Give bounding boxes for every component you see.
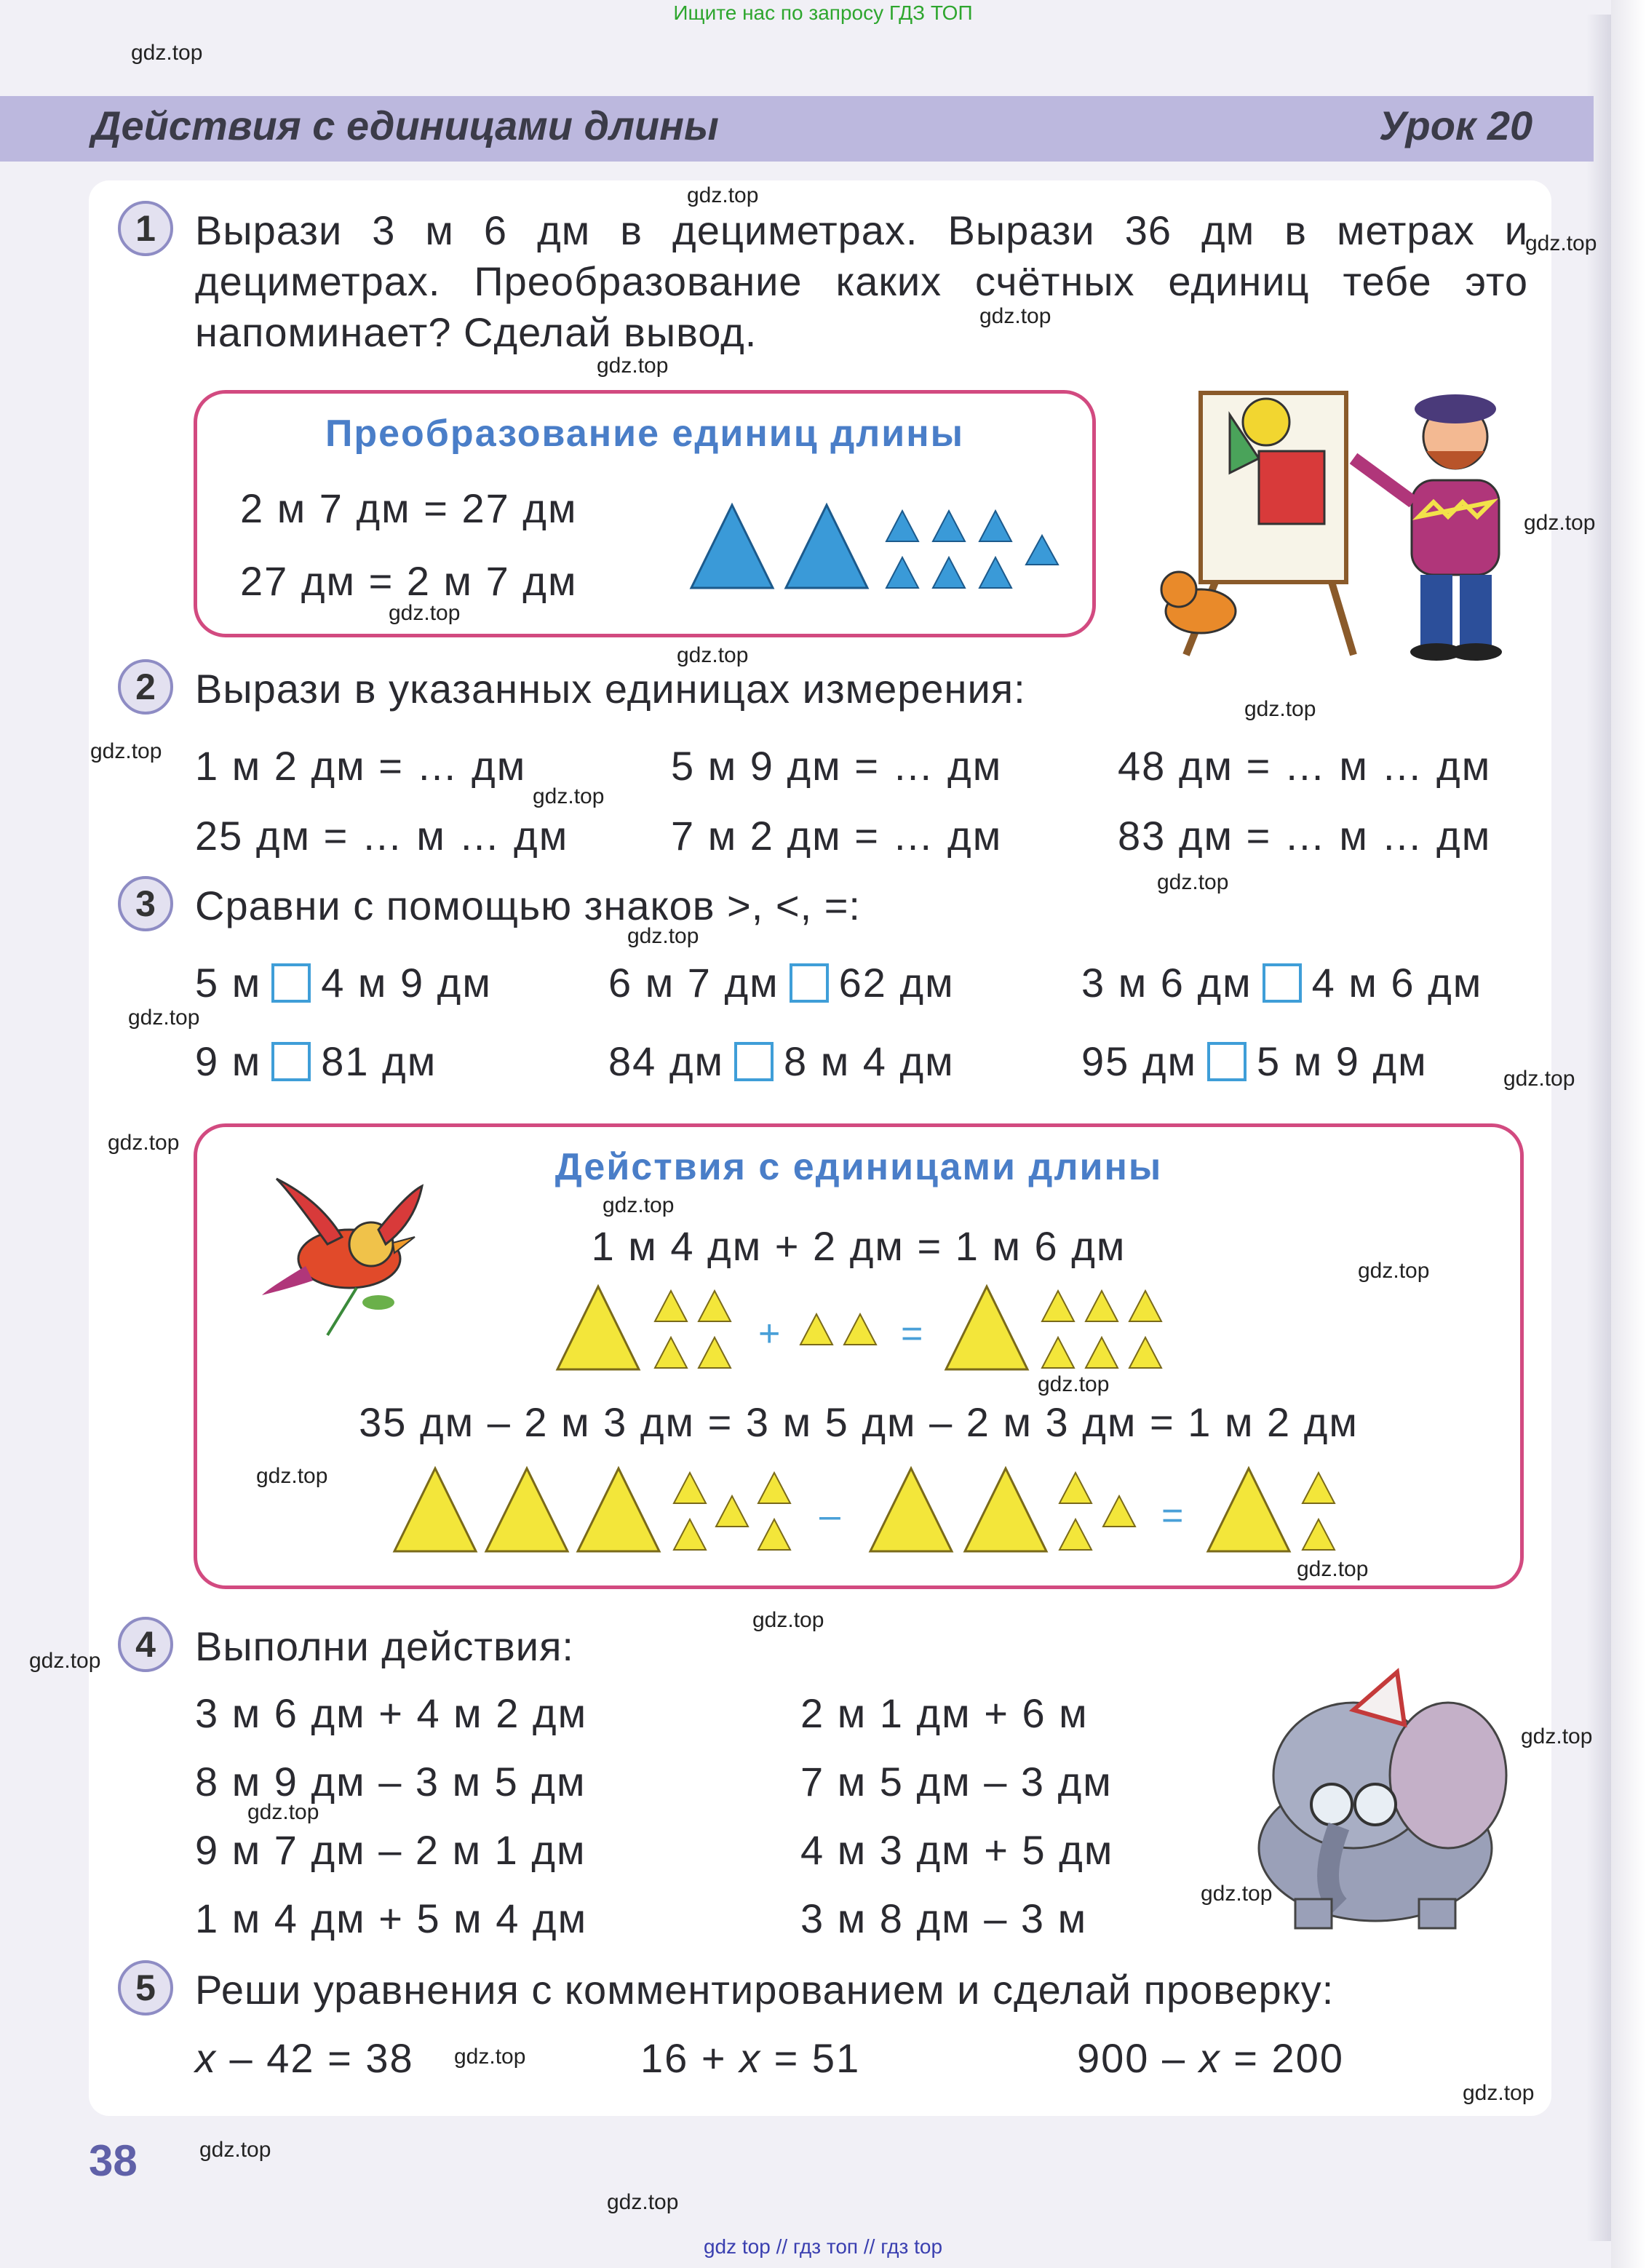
watermark: gdz.top xyxy=(1244,697,1316,721)
task-2-item: 25 дм = … м … дм xyxy=(195,813,569,859)
watermark: gdz.top xyxy=(90,739,162,763)
equation-variable: x xyxy=(1198,2035,1221,2081)
watermark: gdz.top xyxy=(1463,2081,1535,2105)
task-4-number: 4 xyxy=(118,1617,173,1672)
comparison-answer-box[interactable] xyxy=(790,963,829,1003)
compare-item: 9 м 81 дм xyxy=(195,1038,437,1084)
task-2-item: 5 м 9 дм = … дм xyxy=(671,743,1003,789)
task-2-title: Вырази в указанных единицах измерения: xyxy=(195,666,1026,712)
small-blue-triangle xyxy=(886,557,918,588)
small-blue-triangle xyxy=(933,511,965,541)
rule-box-actions-title: Действия с единицами длины xyxy=(554,1146,1163,1188)
compare-item: 3 м 6 дм 4 м 6 дм xyxy=(1081,960,1483,1006)
equation-variable: x xyxy=(195,2035,217,2081)
actions-example-1: 1 м 4 дм + 2 дм = 1 м 6 дм xyxy=(591,1223,1126,1269)
watermark: gdz.top xyxy=(979,304,1051,328)
task-4-title: Выполни действия: xyxy=(195,1623,574,1669)
minus-sign: – xyxy=(819,1495,840,1537)
big-blue-triangle xyxy=(786,505,867,588)
compare-item: 6 м 7 дм 62 дм xyxy=(608,960,955,1006)
task-4-item: 3 м 8 дм – 3 м xyxy=(800,1895,1088,1941)
compare-item: 5 м 4 м 9 дм xyxy=(195,960,492,1006)
page-edge xyxy=(1611,0,1646,2268)
task-1-line: Вырази 3 м 6 дм в дециметрах. Вырази 36 дм в метрах и xyxy=(195,207,1528,253)
task-4-item: 7 м 5 дм – 3 дм xyxy=(800,1759,1113,1805)
equation-variable: x xyxy=(739,2035,762,2081)
rule-box-conversion-title: Преобразование единиц длины xyxy=(325,413,965,455)
task-1-line: дециметрах. Преобразование каких счётных единиц тебе это xyxy=(195,258,1528,304)
bird-illustration xyxy=(262,1164,429,1339)
watermark: gdz.top xyxy=(1524,511,1596,535)
task-1-number: 1 xyxy=(118,201,173,256)
conversion-example-2: 27 дм = 2 м 7 дм xyxy=(240,558,578,604)
task-2-number: 2 xyxy=(118,659,173,715)
small-blue-triangle xyxy=(886,511,918,541)
watermark: gdz.top xyxy=(1038,1372,1110,1396)
watermark: gdz.top xyxy=(1201,1882,1273,1906)
watermark: gdz.top xyxy=(131,41,203,65)
actions-example-2: 35 дм – 2 м 3 дм = 3 м 5 дм – 2 м 3 дм = 1 м 2 дм xyxy=(359,1399,1359,1445)
task-4-item: 2 м 1 дм + 6 м xyxy=(800,1690,1089,1736)
watermark: gdz.top xyxy=(29,1649,101,1673)
watermark: gdz.top xyxy=(752,1608,824,1632)
watermark: gdz.top xyxy=(1297,1557,1369,1581)
comparison-answer-box[interactable] xyxy=(734,1042,774,1081)
watermark: gdz.top xyxy=(128,1006,200,1030)
compare-item: 95 дм 5 м 9 дм xyxy=(1081,1038,1428,1084)
watermark: gdz.top xyxy=(627,924,699,948)
watermark: gdz.top xyxy=(389,601,461,625)
watermark: gdz.top xyxy=(1525,231,1597,255)
watermark: gdz.top xyxy=(1157,870,1229,894)
watermark: gdz.top xyxy=(607,2190,679,2214)
small-blue-triangle xyxy=(979,511,1011,541)
task-4-item: 3 м 6 дм + 4 м 2 дм xyxy=(195,1690,588,1736)
task-3-title: Сравни с помощью знаков >, <, =: xyxy=(195,883,861,928)
plus-sign: + xyxy=(758,1313,781,1355)
watermark: gdz.top xyxy=(677,643,749,667)
equals-sign: = xyxy=(1161,1495,1184,1537)
blue-triangles-illustration xyxy=(684,495,1062,597)
elephant-illustration xyxy=(1230,1666,1528,1935)
watermark: gdz.top xyxy=(597,354,669,378)
binding-shadow xyxy=(1586,15,1611,2241)
watermark: gdz.top xyxy=(256,1464,328,1488)
small-blue-triangle xyxy=(1026,536,1058,565)
lesson-number: Урок 20 xyxy=(1379,103,1533,148)
watermark: gdz.top xyxy=(247,1800,319,1824)
equals-sign: = xyxy=(901,1313,923,1355)
task-5-title: Реши уравнения с комментированием и сделай проверку: xyxy=(195,1967,1335,2013)
watermark: gdz.top xyxy=(1503,1067,1575,1091)
yellow-triangles-addition xyxy=(553,1281,1193,1375)
task-4-item: 9 м 7 дм – 2 м 1 дм xyxy=(195,1827,587,1873)
watermark: gdz.top xyxy=(1521,1724,1593,1748)
big-blue-triangle xyxy=(691,505,773,588)
watermark: gdz.top xyxy=(603,1193,675,1217)
comparison-answer-box[interactable] xyxy=(1263,963,1302,1003)
watermark: gdz.top xyxy=(1358,1259,1430,1283)
task-4-item: 1 м 4 дм + 5 м 4 дм xyxy=(195,1895,588,1941)
bottom-note[interactable]: gdz top // гдз топ // гдз top xyxy=(703,2235,943,2258)
task-2-item: 83 дм = … м … дм xyxy=(1118,813,1492,859)
equation: x – 42 = 38 xyxy=(195,2035,414,2081)
equation: 900 – x = 200 xyxy=(1077,2035,1344,2081)
task-2-item: 7 м 2 дм = … дм xyxy=(671,813,1003,859)
task-4-item: 8 м 9 дм – 3 м 5 дм xyxy=(195,1759,587,1805)
compare-item: 84 дм 8 м 4 дм xyxy=(608,1038,955,1084)
comparison-answer-box[interactable] xyxy=(271,1042,311,1081)
small-blue-triangle xyxy=(979,557,1011,588)
task-1-line: напоминает? Сделай вывод. xyxy=(195,309,758,355)
watermark: gdz.top xyxy=(454,2045,526,2069)
task-3-number: 3 xyxy=(118,876,173,931)
top-note[interactable]: Ищите нас по запросу ГДЗ ТОП xyxy=(673,1,973,24)
task-2-item: 48 дм = … м … дм xyxy=(1118,743,1492,789)
comparison-answer-box[interactable] xyxy=(1207,1042,1247,1081)
comparison-answer-box[interactable] xyxy=(271,963,311,1003)
watermark: gdz.top xyxy=(199,2138,271,2162)
painter-illustration xyxy=(1157,371,1535,662)
conversion-example-1: 2 м 7 дм = 27 дм xyxy=(240,485,578,531)
task-5-number: 5 xyxy=(118,1960,173,2016)
page-title: Действия с единицами длины xyxy=(92,103,719,148)
yellow-triangles-subtraction xyxy=(390,1463,1351,1557)
task-1-text xyxy=(195,205,1528,358)
watermark: gdz.top xyxy=(108,1131,180,1155)
watermark: gdz.top xyxy=(687,183,759,207)
task-4-item: 4 м 3 дм + 5 дм xyxy=(800,1827,1114,1873)
equation: 16 + x = 51 xyxy=(640,2035,861,2081)
task-2-item: 1 м 2 дм = … дм xyxy=(195,743,527,789)
watermark: gdz.top xyxy=(533,784,605,808)
small-blue-triangle xyxy=(933,557,965,588)
page-number: 38 xyxy=(89,2136,138,2185)
